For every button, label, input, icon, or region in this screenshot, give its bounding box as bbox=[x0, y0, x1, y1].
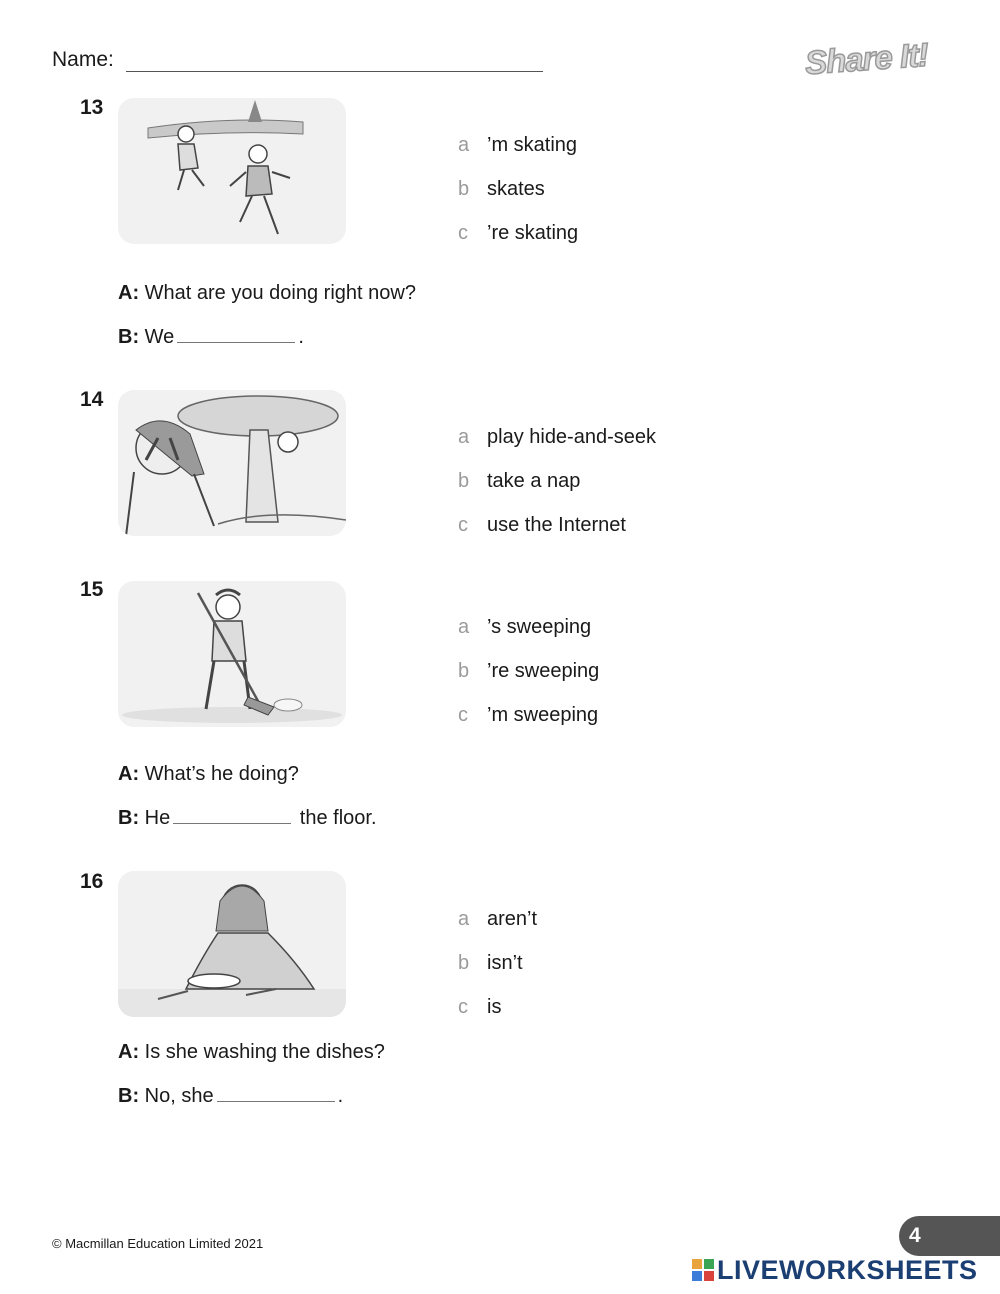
question-16-dialog-a: A: Is she washing the dishes? bbox=[118, 1041, 385, 1063]
question-15-dialog-b: B: He the floor. bbox=[118, 807, 377, 829]
question-14-option-b[interactable]: b take a nap bbox=[458, 470, 581, 492]
question-13-answer-blank[interactable] bbox=[177, 328, 295, 343]
copyright-text: © Macmillan Education Limited 2021 bbox=[52, 1236, 264, 1251]
question-15-number: 15 bbox=[80, 578, 104, 601]
question-15-option-a[interactable]: a ’s sweeping bbox=[458, 616, 592, 638]
question-13-number: 13 bbox=[80, 96, 104, 119]
name-field-line[interactable] bbox=[126, 71, 543, 72]
question-13-option-b[interactable]: b skates bbox=[458, 178, 545, 200]
question-15-picture-sweeping bbox=[118, 581, 346, 727]
page-number: 4 bbox=[909, 1224, 921, 1247]
question-16-option-a[interactable]: a aren’t bbox=[458, 908, 538, 930]
question-14-option-c[interactable]: c use the Internet bbox=[458, 514, 626, 536]
name-label: Name: bbox=[52, 48, 114, 71]
question-16-answer-blank[interactable] bbox=[217, 1087, 335, 1102]
question-14-option-a[interactable]: a play hide-and-seek bbox=[458, 426, 656, 448]
question-15-answer-blank[interactable] bbox=[173, 809, 291, 824]
question-13-dialog-a: A: What are you doing right now? bbox=[118, 282, 416, 304]
question-15-dialog-a: A: What’s he doing? bbox=[118, 763, 299, 785]
question-16-dialog-b: B: No, she . bbox=[118, 1085, 344, 1107]
question-14-number: 14 bbox=[80, 388, 104, 411]
share-it-logo: Share It! bbox=[803, 35, 930, 82]
question-13-dialog-b: B: We . bbox=[118, 326, 304, 348]
liveworksheets-cube-icon bbox=[692, 1259, 714, 1281]
question-16-picture-dishes bbox=[118, 871, 346, 1017]
page-number-tab bbox=[899, 1216, 1000, 1256]
question-15-option-c[interactable]: c ’m sweeping bbox=[458, 704, 599, 726]
question-16-option-b[interactable]: b isn’t bbox=[458, 952, 523, 974]
question-14-picture-hide-and-seek bbox=[118, 390, 346, 536]
liveworksheets-brand[interactable]: LIVEWORKSHEETS bbox=[692, 1255, 978, 1286]
question-16-option-c[interactable]: c is bbox=[458, 996, 502, 1018]
question-13-option-c[interactable]: c ’re skating bbox=[458, 222, 579, 244]
question-13-picture-skating bbox=[118, 98, 346, 244]
question-15-option-b[interactable]: b ’re sweeping bbox=[458, 660, 600, 682]
question-16-number: 16 bbox=[80, 870, 104, 893]
question-13-option-a[interactable]: a ’m skating bbox=[458, 134, 578, 156]
